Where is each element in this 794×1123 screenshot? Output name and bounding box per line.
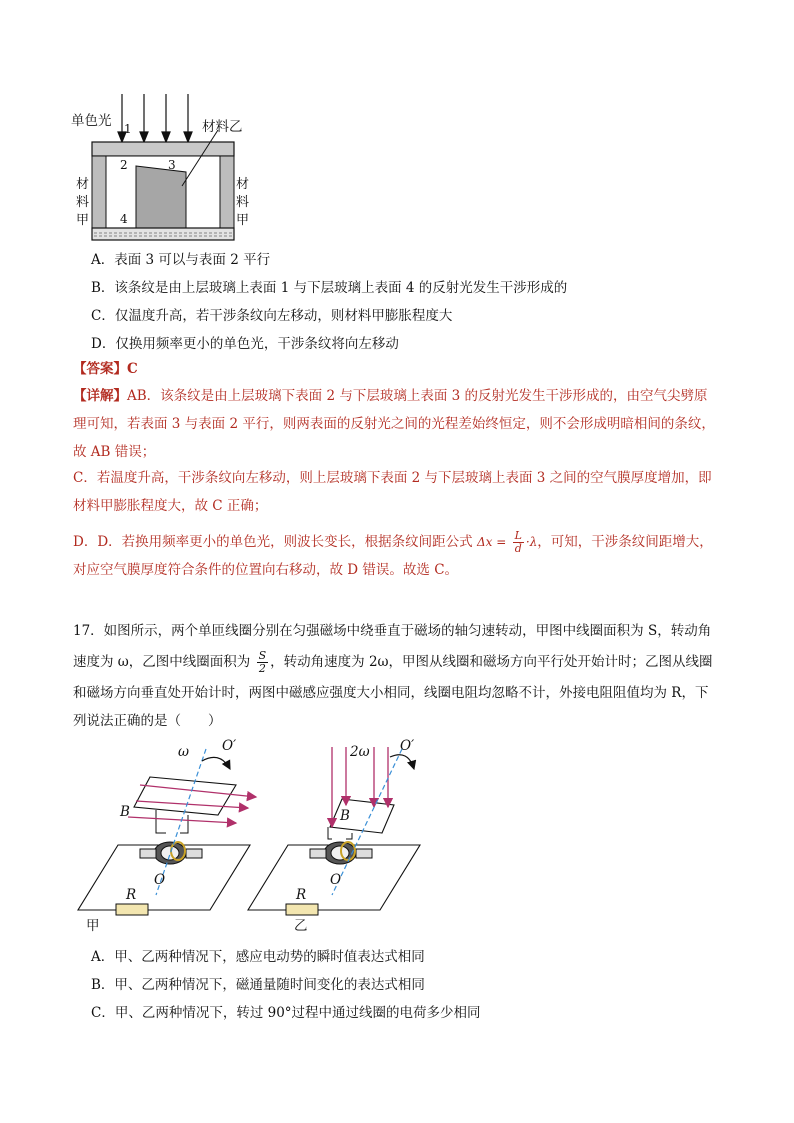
omega-b-label: 2ω <box>350 744 370 760</box>
resistor-b <box>286 904 318 915</box>
material-a-right <box>220 156 234 228</box>
axis-bottom-b-label: O <box>330 872 342 888</box>
material-a-right-label: 材 料 甲 <box>236 177 250 228</box>
answer-value: C <box>127 361 138 377</box>
detail-d: D．D．若换用频率更小的单色光，则波长变长，根据条纹间距公式 Δx = $\frac{L}{d}$ ·λ，可知，干涉条纹间距增大， 对应空气膜厚度符合条件的位置向右移动，故 D 错误。故选 C。 <box>73 529 713 578</box>
caption-a: 甲 <box>86 918 100 934</box>
surface-4-label: 4 <box>120 212 128 226</box>
q17-option-b: B．甲、乙两种情况下，磁通量随时间变化的表达式相同 <box>91 977 425 993</box>
area-fraction: $\frac{S}{2}$ <box>258 649 267 675</box>
q17-option-c: C．甲、乙两种情况下，转过 90°过程中通过线圈的电荷多少相同 <box>91 1005 481 1021</box>
material-a-left-label: 材 料 甲 <box>76 177 90 228</box>
bottom-glass <box>92 228 234 240</box>
coil-b-group <box>248 747 420 915</box>
resistor-b-label: R <box>296 887 307 903</box>
figure-coils <box>70 738 510 940</box>
q16-options <box>73 246 733 358</box>
q16-option-d: D．仅换用频率更小的单色光，干涉条纹将向左移动 <box>91 336 399 352</box>
detail-ab: 【详解】AB．该条纹是由上层玻璃下表面 2 与下层玻璃上表面 3 的反射光发生干涉形成的，由空气尖劈原 理可知，若表面 3 与表面 2 平行，则两表面的反射光之间的光程差始终恒定，则不会形成明暗相间的条纹， 故 AB 错误； <box>73 388 715 460</box>
coil-a-group <box>78 749 256 915</box>
detail-label: 【详解】 <box>73 388 127 404</box>
answer-line <box>73 355 733 383</box>
surface-3-label: 3 <box>168 158 176 172</box>
coil-a <box>134 777 236 815</box>
material-b-label: 材料乙 <box>202 119 243 135</box>
surface-1-label: 1 <box>124 122 132 136</box>
top-glass <box>92 142 234 156</box>
formula-lhs: Δx = <box>476 535 507 549</box>
field-a-label: B <box>120 804 130 820</box>
surface-2-label: 2 <box>120 158 128 172</box>
omega-a-label: ω <box>178 744 190 760</box>
caption-b: 乙 <box>294 918 308 934</box>
q16-option-a: A．表面 3 可以与表面 2 平行 <box>91 252 271 268</box>
coils-diagram <box>70 745 510 940</box>
formula-fraction: $\frac{L}{d}$ <box>514 529 522 555</box>
field-b-label: B <box>340 808 350 824</box>
axis-top-b-label: O′ <box>400 738 415 754</box>
rotation-arrow-a <box>202 757 230 769</box>
q17-options <box>73 943 733 1027</box>
axis-top-a-label: O′ <box>222 738 237 754</box>
detail-c: C．若温度升高，干涉条纹向左移动，则上层玻璃下表面 2 与下层玻璃上表面 3 之间的空气膜厚度增加，即 材料甲膨胀程度大，故 C 正确； <box>73 470 712 514</box>
light-label: 单色光 <box>71 113 112 129</box>
q16-option-c: C．仅温度升高，若干涉条纹向左移动，则材料甲膨胀程度大 <box>91 308 453 324</box>
q17-option-a: A．甲、乙两种情况下，感应电动势的瞬时值表达式相同 <box>91 949 425 965</box>
resistor-a <box>116 904 148 915</box>
material-a-left <box>92 156 106 228</box>
q16-option-b: B．该条纹是由上层玻璃上表面 1 与下层玻璃上表面 4 的反射光发生干涉形成的 <box>91 280 568 296</box>
figure-air-wedge <box>70 90 260 245</box>
answer-label: 【答案】 <box>73 361 127 377</box>
q17-stem: 17．如图所示，两个单匝线圈分别在匀强磁场中绕垂直于磁场的轴匀速转动，甲图中线圈面积为 S，转动角 速度为 ω，乙图中线圈面积为 $\frac{S}{2}$ ，转动角速度为 2ω，甲图从线圈和磁场方向平行处开始计时；乙图从线圈 和磁场方向垂直处开始计时，两图中磁感应强度大小相同，线圈电阻均忽略不计，外接电阻阻值均为 R，下 列说法正确的是（ ） <box>73 623 713 729</box>
material-b-wedge <box>136 166 186 228</box>
resistor-a-label: R <box>126 887 137 903</box>
axis-bottom-a-label: O <box>154 872 166 888</box>
